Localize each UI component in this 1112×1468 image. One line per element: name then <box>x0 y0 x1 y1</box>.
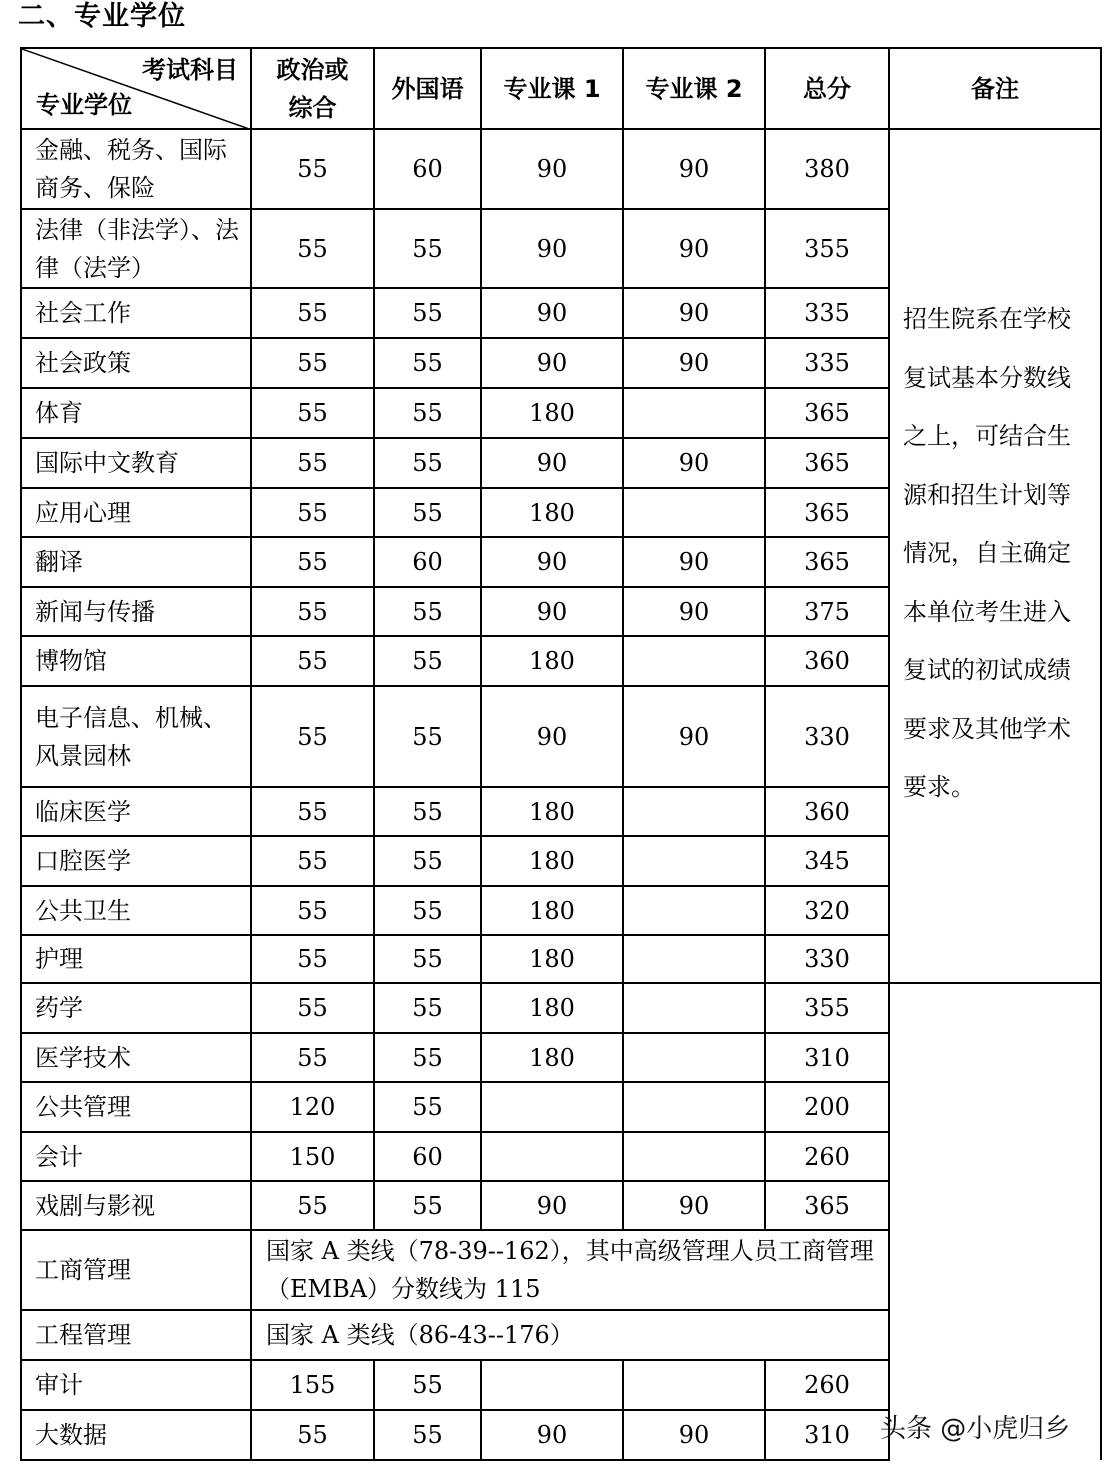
cell-major2 <box>623 983 765 1033</box>
cell-major1: 90 <box>481 209 623 288</box>
cell-major2 <box>623 1033 765 1082</box>
cell-major1: 180 <box>481 836 623 886</box>
cell-foreign: 55 <box>374 983 481 1033</box>
cell-major2: 90 <box>623 686 765 787</box>
cell-politics: 55 <box>251 388 374 438</box>
header-politics: 政治或综合 <box>251 48 374 129</box>
degree-name: 金融、税务、国际商务、保险 <box>21 129 251 209</box>
cell-foreign: 55 <box>374 1410 481 1460</box>
special-note: 国家 A 类线（78-39--162），其中高级管理人员工商管理（EMBA）分数线为 115 <box>251 1230 889 1310</box>
remark-cell: 招生院系在学校复试基本分数线之上，可结合生源和招生计划等情况，自主确定本单位考生进入复试的初试成绩要求及其他学术要求。 <box>889 129 1101 983</box>
cell-politics: 55 <box>251 438 374 488</box>
cell-foreign: 55 <box>374 935 481 983</box>
cell-major2: 90 <box>623 288 765 338</box>
cell-foreign: 55 <box>374 438 481 488</box>
cell-total: 360 <box>765 636 889 686</box>
cell-major2 <box>623 388 765 438</box>
cell-total: 330 <box>765 935 889 983</box>
degree-name: 公共卫生 <box>21 886 251 935</box>
cell-foreign: 55 <box>374 636 481 686</box>
cell-foreign: 60 <box>374 537 481 587</box>
cell-major1: 90 <box>481 1181 623 1230</box>
cell-politics: 55 <box>251 636 374 686</box>
cell-foreign: 55 <box>374 488 481 537</box>
table-row <box>21 129 1101 209</box>
cell-major2: 90 <box>623 587 765 636</box>
cell-major2 <box>623 488 765 537</box>
cell-major1: 90 <box>481 338 623 388</box>
cell-major1: 90 <box>481 686 623 787</box>
cell-major1 <box>481 1082 623 1132</box>
cell-total: 365 <box>765 1181 889 1230</box>
cell-foreign: 55 <box>374 886 481 935</box>
cell-total: 335 <box>765 338 889 388</box>
cell-politics: 55 <box>251 983 374 1033</box>
cell-major1: 180 <box>481 787 623 836</box>
cell-foreign: 55 <box>374 1082 481 1132</box>
cell-major2 <box>623 935 765 983</box>
cell-major1 <box>481 1132 623 1181</box>
cell-politics: 150 <box>251 1132 374 1181</box>
cell-politics: 55 <box>251 886 374 935</box>
cell-foreign: 55 <box>374 388 481 438</box>
cell-total: 310 <box>765 1410 889 1460</box>
cell-foreign: 60 <box>374 1132 481 1181</box>
cell-total: 365 <box>765 388 889 438</box>
cell-politics: 55 <box>251 836 374 886</box>
degree-name: 翻译 <box>21 537 251 587</box>
cell-total: 375 <box>765 587 889 636</box>
cell-foreign: 55 <box>374 836 481 886</box>
cell-politics: 55 <box>251 1410 374 1460</box>
cell-major2: 90 <box>623 1181 765 1230</box>
degree-name: 应用心理 <box>21 488 251 537</box>
cell-politics: 55 <box>251 488 374 537</box>
cell-major1: 180 <box>481 1033 623 1082</box>
cell-politics: 55 <box>251 1181 374 1230</box>
cell-politics: 55 <box>251 935 374 983</box>
cell-total: 365 <box>765 537 889 587</box>
cell-foreign: 60 <box>374 129 481 209</box>
cell-major1: 90 <box>481 537 623 587</box>
cell-major1: 90 <box>481 288 623 338</box>
degree-name: 大数据 <box>21 1410 251 1460</box>
degree-name: 国际中文教育 <box>21 438 251 488</box>
header-total: 总分 <box>765 48 889 129</box>
cell-total: 365 <box>765 438 889 488</box>
cell-major2: 90 <box>623 129 765 209</box>
diagonal-header-cell <box>21 48 251 129</box>
cell-politics: 55 <box>251 338 374 388</box>
cell-foreign: 55 <box>374 288 481 338</box>
cell-major1 <box>481 1360 623 1410</box>
degree-name: 药学 <box>21 983 251 1033</box>
header-remark: 备注 <box>889 48 1101 129</box>
cell-major2 <box>623 886 765 935</box>
cell-politics: 55 <box>251 209 374 288</box>
cell-politics: 55 <box>251 787 374 836</box>
degree-name: 医学技术 <box>21 1033 251 1082</box>
cell-total: 200 <box>765 1082 889 1132</box>
cell-major2 <box>623 1360 765 1410</box>
cell-major1: 180 <box>481 488 623 537</box>
cell-foreign: 55 <box>374 209 481 288</box>
cell-politics: 55 <box>251 288 374 338</box>
header-major1: 专业课 1 <box>481 48 623 129</box>
degree-name: 法律（非法学）、法律（法学） <box>21 209 251 288</box>
cell-major1: 180 <box>481 886 623 935</box>
header-row <box>21 48 1101 129</box>
section-heading: 二、专业学位 <box>18 1 186 32</box>
degree-name: 审计 <box>21 1360 251 1410</box>
cell-major1: 180 <box>481 935 623 983</box>
cell-total: 335 <box>765 288 889 338</box>
cell-total: 355 <box>765 983 889 1033</box>
degree-name: 临床医学 <box>21 787 251 836</box>
cell-major2: 90 <box>623 1410 765 1460</box>
cell-major1: 90 <box>481 587 623 636</box>
header-subjects: 考试科目 <box>142 56 238 84</box>
header-degree: 专业学位 <box>36 91 132 119</box>
degree-name: 体育 <box>21 388 251 438</box>
cell-total: 355 <box>765 209 889 288</box>
cell-major2 <box>623 636 765 686</box>
cell-foreign: 55 <box>374 338 481 388</box>
watermark: 头条 @小虎归乡 <box>880 1414 1071 1444</box>
cell-major2 <box>623 836 765 886</box>
cell-politics: 55 <box>251 587 374 636</box>
cell-politics: 120 <box>251 1082 374 1132</box>
cell-politics: 55 <box>251 1033 374 1082</box>
cell-foreign: 55 <box>374 1360 481 1410</box>
degree-name: 电子信息、机械、风景园林 <box>21 686 251 787</box>
cell-total: 365 <box>765 488 889 537</box>
cell-total: 345 <box>765 836 889 886</box>
cell-major1: 180 <box>481 983 623 1033</box>
cell-foreign: 55 <box>374 1033 481 1082</box>
header-major2: 专业课 2 <box>623 48 765 129</box>
degree-name: 工程管理 <box>21 1310 251 1360</box>
cell-major2: 90 <box>623 338 765 388</box>
degree-name: 工商管理 <box>21 1230 251 1310</box>
degree-name: 公共管理 <box>21 1082 251 1132</box>
cell-politics: 55 <box>251 537 374 587</box>
cell-total: 320 <box>765 886 889 935</box>
cell-foreign: 55 <box>374 1181 481 1230</box>
special-note: 国家 A 类线（86-43--176） <box>251 1310 889 1360</box>
cell-total: 260 <box>765 1360 889 1410</box>
cell-major1: 180 <box>481 388 623 438</box>
degree-name: 护理 <box>21 935 251 983</box>
degree-name: 会计 <box>21 1132 251 1181</box>
cell-politics: 55 <box>251 686 374 787</box>
cell-politics: 155 <box>251 1360 374 1410</box>
cell-major1: 90 <box>481 438 623 488</box>
cell-foreign: 55 <box>374 787 481 836</box>
score-table <box>20 47 1102 1461</box>
table-row <box>21 983 1101 1033</box>
cell-major2: 90 <box>623 438 765 488</box>
cell-total: 310 <box>765 1033 889 1082</box>
cell-total: 330 <box>765 686 889 787</box>
cell-total: 260 <box>765 1132 889 1181</box>
degree-name: 博物馆 <box>21 636 251 686</box>
cell-major2 <box>623 1082 765 1132</box>
cell-total: 360 <box>765 787 889 836</box>
degree-name: 社会政策 <box>21 338 251 388</box>
cell-major2 <box>623 1132 765 1181</box>
degree-name: 口腔医学 <box>21 836 251 886</box>
cell-major1: 90 <box>481 1410 623 1460</box>
cell-politics: 55 <box>251 129 374 209</box>
header-foreign: 外国语 <box>374 48 481 129</box>
remark-cell-empty <box>889 983 1101 1460</box>
cell-major1: 180 <box>481 636 623 686</box>
degree-name: 戏剧与影视 <box>21 1181 251 1230</box>
cell-foreign: 55 <box>374 587 481 636</box>
cell-major2 <box>623 787 765 836</box>
degree-name: 新闻与传播 <box>21 587 251 636</box>
degree-name: 社会工作 <box>21 288 251 338</box>
cell-major2: 90 <box>623 537 765 587</box>
cell-foreign: 55 <box>374 686 481 787</box>
cell-major1: 90 <box>481 129 623 209</box>
cell-major2: 90 <box>623 209 765 288</box>
cell-total: 380 <box>765 129 889 209</box>
